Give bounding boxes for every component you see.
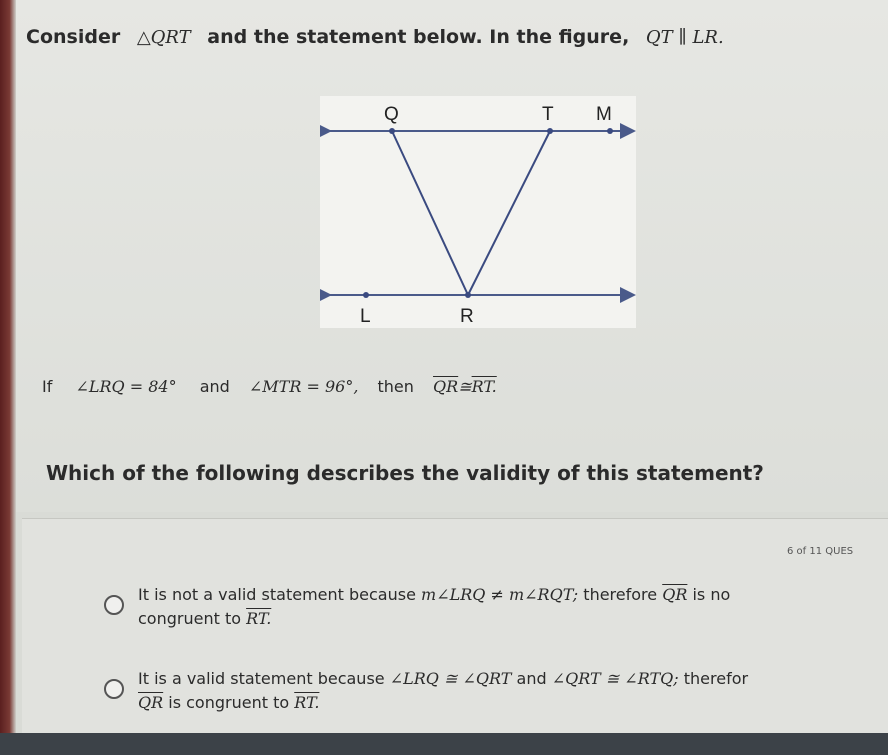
option-1-text[interactable] [138,583,883,631]
option-2-part1: It is a valid statement because [138,669,385,688]
option-2-seg1: $\overline{QR}$ [138,693,164,712]
question-prompt: Which of the following describes the validity of this statement? [46,461,764,485]
segment-rt-label: RT. [471,377,497,396]
question-counter: 6 of 11 QUES [787,546,854,557]
option-2-math2: ∠QRT ≅ ∠RTQ; [551,669,679,688]
option-2-text[interactable] [138,667,883,715]
conditional-statement [42,377,497,396]
label-l: L [360,306,371,327]
option-1-part3: is no [692,585,731,604]
option-1-radio[interactable] [104,595,124,615]
point-r [465,292,471,298]
point-l [363,292,369,298]
angle-mtr: ∠MTR = 96°, [248,377,359,396]
question-middle: and the statement below. In the figure, [207,26,630,48]
segment-qr-label: $\overline{QR}$ [433,377,459,396]
point-m [607,128,613,134]
background-edge [0,0,16,755]
bottom-bar [0,733,888,755]
segment-qr [392,131,468,295]
triangle-label: △QRT [136,27,191,48]
label-m: M [596,104,612,125]
segment-rt [468,131,550,295]
figure-svg [320,96,636,328]
option-1-seg1: $\overline{QR}$ [662,585,688,604]
option-2-math1: ∠LRQ ≅ ∠QRT [389,669,512,688]
option-2-part2: and [516,669,547,688]
parallel-lines-label: QT ∥ LR. [645,27,724,48]
option-2-part3: therefor [683,669,749,688]
option-1-math1: m∠LRQ ≠ m∠RQT; [421,585,579,604]
option-1-part2: therefore [583,585,658,604]
geometry-figure [320,96,636,328]
point-q [389,128,395,134]
question-prefix: Consider [26,26,121,48]
option-1-part1: It is not a valid statement because [138,585,416,604]
congruent-symbol: ≅ [458,377,472,396]
label-t: T [542,104,554,125]
statement-and: and [199,377,230,396]
question-text [26,26,734,48]
option-2-line2: is congruent to [168,693,290,712]
option-2-radio[interactable] [104,679,124,699]
statement-if: If [42,377,53,396]
label-q: Q [384,104,399,125]
option-2-seg2: RT. [294,693,320,712]
point-t [547,128,553,134]
statement-then: then [377,377,414,396]
option-1-line2: congruent to [138,609,242,628]
label-r: R [460,306,474,327]
option-1-seg2: RT. [246,609,272,628]
angle-lrq: ∠LRQ = 84° [75,377,177,396]
